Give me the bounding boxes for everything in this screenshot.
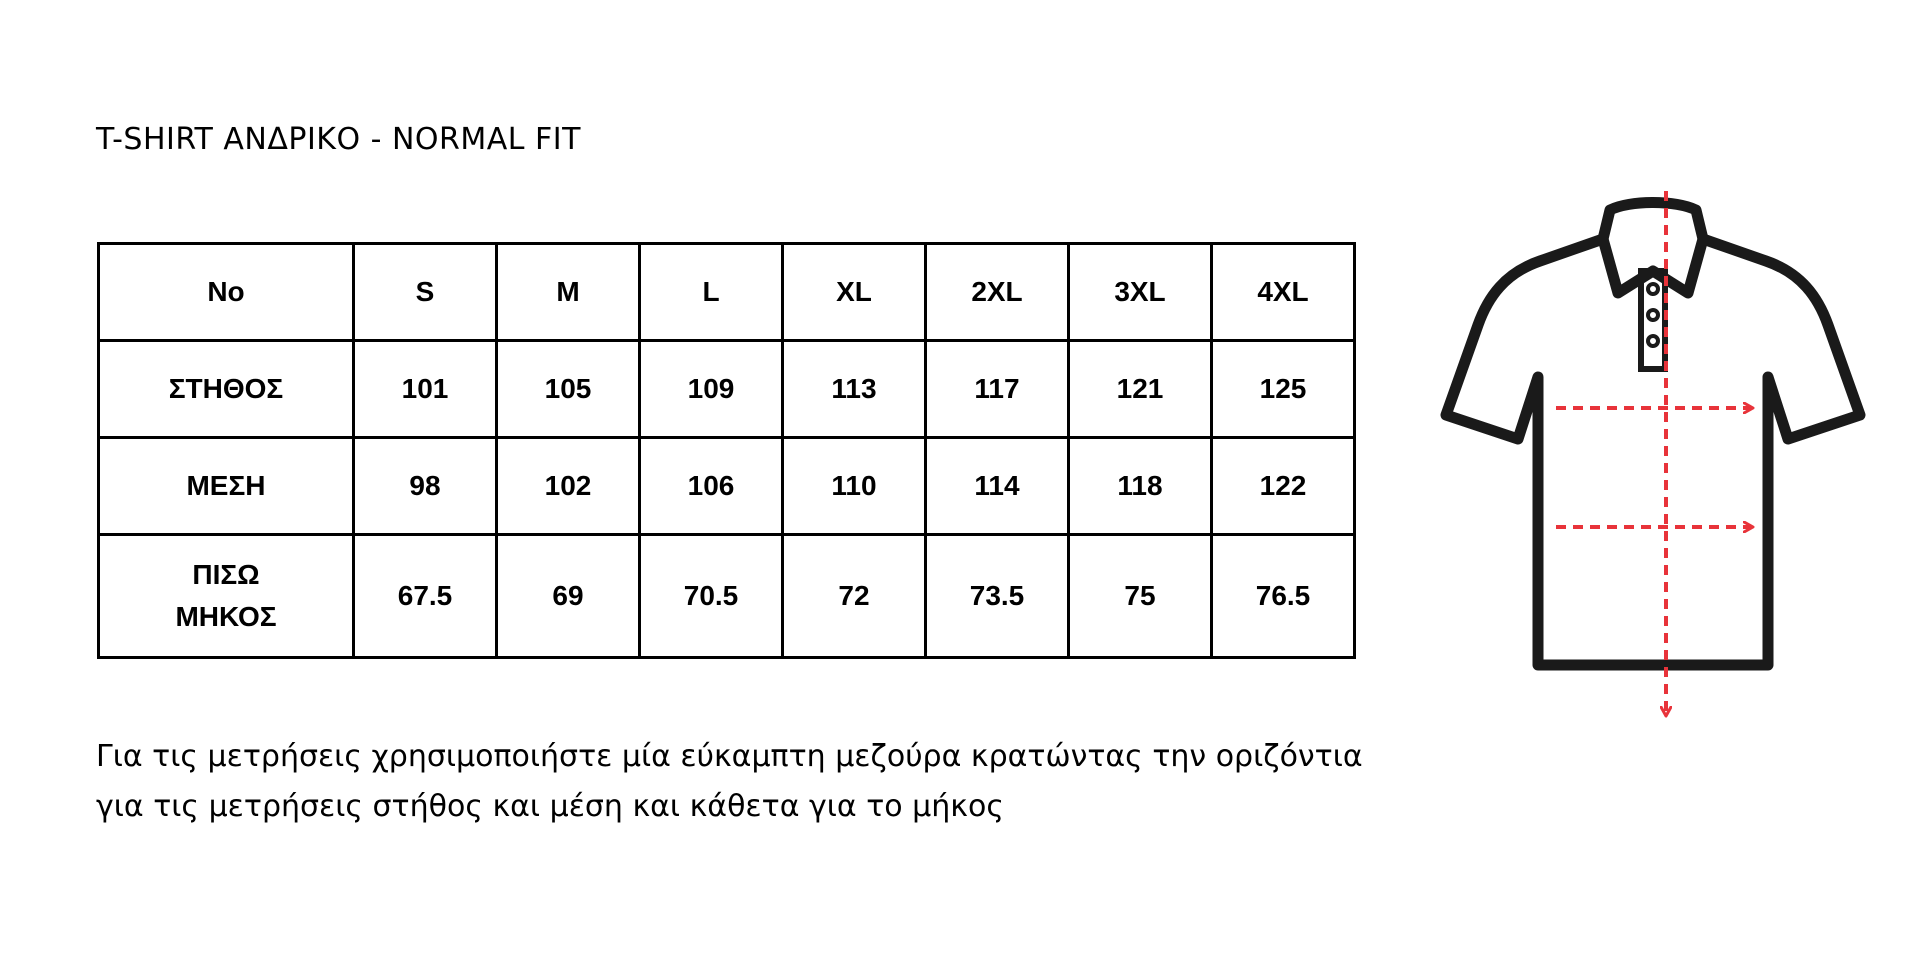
table-row-chest xyxy=(99,341,1355,438)
table-cell: 98 xyxy=(354,438,497,535)
header-cell-size: M xyxy=(497,244,640,341)
row-label-text: ΣΤΗΘΟΣ xyxy=(168,373,284,404)
polo-shirt-measurement-icon xyxy=(1430,175,1890,735)
row-label-waist xyxy=(99,438,354,535)
row-label-chest xyxy=(99,341,354,438)
table-cell: 122 xyxy=(1212,438,1355,535)
header-cell-size: XL xyxy=(783,244,926,341)
table-cell: 72 xyxy=(783,535,926,658)
table-cell: 109 xyxy=(640,341,783,438)
row-label-text: ΠΙΣΩ ΜΗΚΟΣ xyxy=(175,559,277,632)
table-cell: 67.5 xyxy=(354,535,497,658)
note-line: για τις μετρήσεις στήθος και μέση και κάθετα για το μήκος xyxy=(96,789,1004,824)
table-cell: 73.5 xyxy=(926,535,1069,658)
row-label-text: ΜΕΣΗ xyxy=(186,470,266,501)
table-cell: 105 xyxy=(497,341,640,438)
table-cell: 75 xyxy=(1069,535,1212,658)
table-cell: 106 xyxy=(640,438,783,535)
header-cell-size: L xyxy=(640,244,783,341)
table-cell: 70.5 xyxy=(640,535,783,658)
table-cell: 113 xyxy=(783,341,926,438)
header-cell-no: No xyxy=(99,244,354,341)
table-cell: 117 xyxy=(926,341,1069,438)
table-header-row xyxy=(99,244,1355,341)
page-title: T-SHIRT ΑΝΔΡΙΚΟ - NORMAL FIT xyxy=(96,122,581,157)
placket xyxy=(1641,271,1665,369)
table-row-waist xyxy=(99,438,1355,535)
header-cell-size: 3XL xyxy=(1069,244,1212,341)
table-cell: 69 xyxy=(497,535,640,658)
header-cell-size: 4XL xyxy=(1212,244,1355,341)
table-cell: 101 xyxy=(354,341,497,438)
table-cell: 114 xyxy=(926,438,1069,535)
measurement-note xyxy=(96,732,1363,832)
table-row-back-length xyxy=(99,535,1355,658)
row-label-back-length xyxy=(99,535,354,658)
table-cell: 102 xyxy=(497,438,640,535)
size-chart-table xyxy=(97,242,1356,659)
header-cell-size: S xyxy=(354,244,497,341)
header-cell-size: 2XL xyxy=(926,244,1069,341)
note-line: Για τις μετρήσεις χρησιμοποιήστε μία εύκαμπτη μεζούρα κρατώντας την οριζόντια xyxy=(96,739,1363,774)
table-cell: 110 xyxy=(783,438,926,535)
table-cell: 125 xyxy=(1212,341,1355,438)
table-cell: 76.5 xyxy=(1212,535,1355,658)
table-cell: 118 xyxy=(1069,438,1212,535)
table-cell: 121 xyxy=(1069,341,1212,438)
